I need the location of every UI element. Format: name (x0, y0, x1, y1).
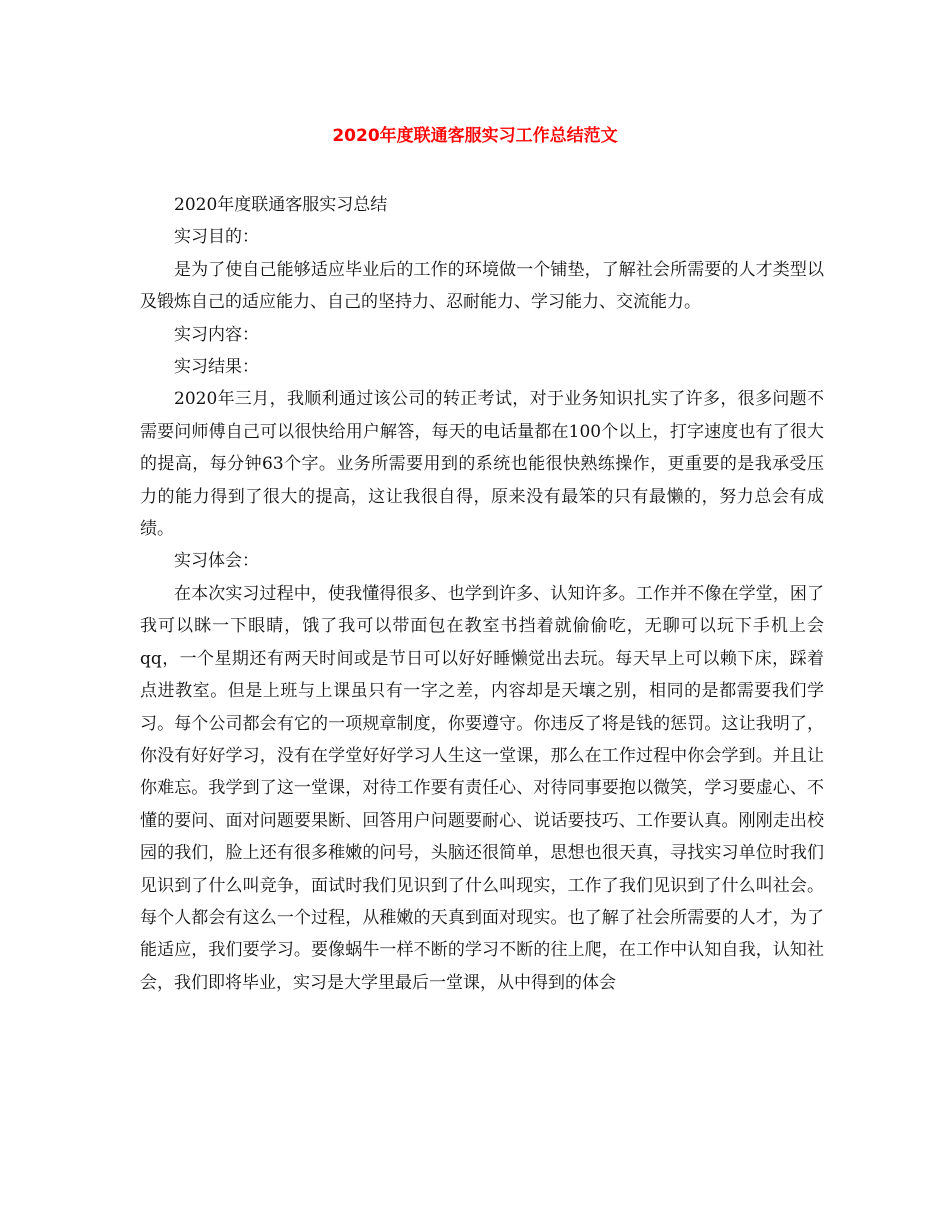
paragraph-result-heading: 实习结果： (174, 357, 259, 378)
document-title: 2020年度联通客服实习工作总结范文 (332, 126, 618, 146)
paragraph-subtitle: 2020年度联通客服实习总结 (174, 195, 388, 215)
paragraph-experience-heading: 实习体会： (174, 551, 259, 572)
paragraph-result: 2020年三月，我顺利通过该公司的转正考试，对于业务知识扎实了许多，很多问题不需要问师傅自己可以很快给用户解答，每天的电话量都在100个以上，打字速度也有了很大的提高，每分钟63个字。业务所需要用到的系统也能很快熟练操作，更重要的是我承受压力的能力得到了很大的提高，这让我很自得，原来没有最笨的只有最懒的，努力总会有成绩。 (140, 389, 824, 540)
document-body (140, 189, 824, 999)
paragraph-content-heading: 实习内容： (174, 324, 259, 345)
paragraph-experience: 在本次实习过程中，使我懂得很多、也学到许多、认知许多。工作并不像在学堂，困了我可以眯一下眼睛，饿了我可以带面包在教室书挡着就偷偷吃，无聊可以玩下手机上会qq，一个星期还有两天时间或是节日可以好好睡懒觉出去玩。每天早上可以赖下床，踩着点进教室。但是上班与上课虽只有一字之差，内容却是天壤之别，相同的是都需要我们学习。每个公司都会有它的一项规章制度，你要遵守。你违反了将是钱的惩罚。这让我明了，你没有好好学习，没有在学堂好好学习人生这一堂课，那么在工作过程中你会学到。并且让你难忘。我学到了这一堂课，对待工作要有责任心、对待同事要抱以微笑，学习要虚心、不懂的要问、面对问题要果断、回答用户问题要耐心、说话要技巧、工作要认真。刚刚走出校园的我们，脸上还有很多稚嫩的问号，头脑还很简单，思想也很天真，寻找实习单位时我们见识到了什么叫竞争，面试时我们见识到了什么叫现实，工作了我们见识到了什么叫社会。每个人都会有这么一个过程，从稚嫩的天真到面对现实。也了解了社会所需要的人才，为了能适应，我们要学习。要像蜗牛一样不断的学习不断的往上爬，在工作中认知自我，认知社会，我们即将毕业，实习是大学里最后一堂课，从中得到的体会 (140, 583, 824, 993)
paragraph-purpose-heading: 实习目的： (174, 227, 259, 248)
paragraph-purpose: 是为了使自己能够适应毕业后的工作的环境做一个铺垫，了解社会所需要的人才类型以及锻炼自己的适应能力、自己的坚持力、忍耐能力、学习能力、交流能力。 (140, 259, 824, 313)
